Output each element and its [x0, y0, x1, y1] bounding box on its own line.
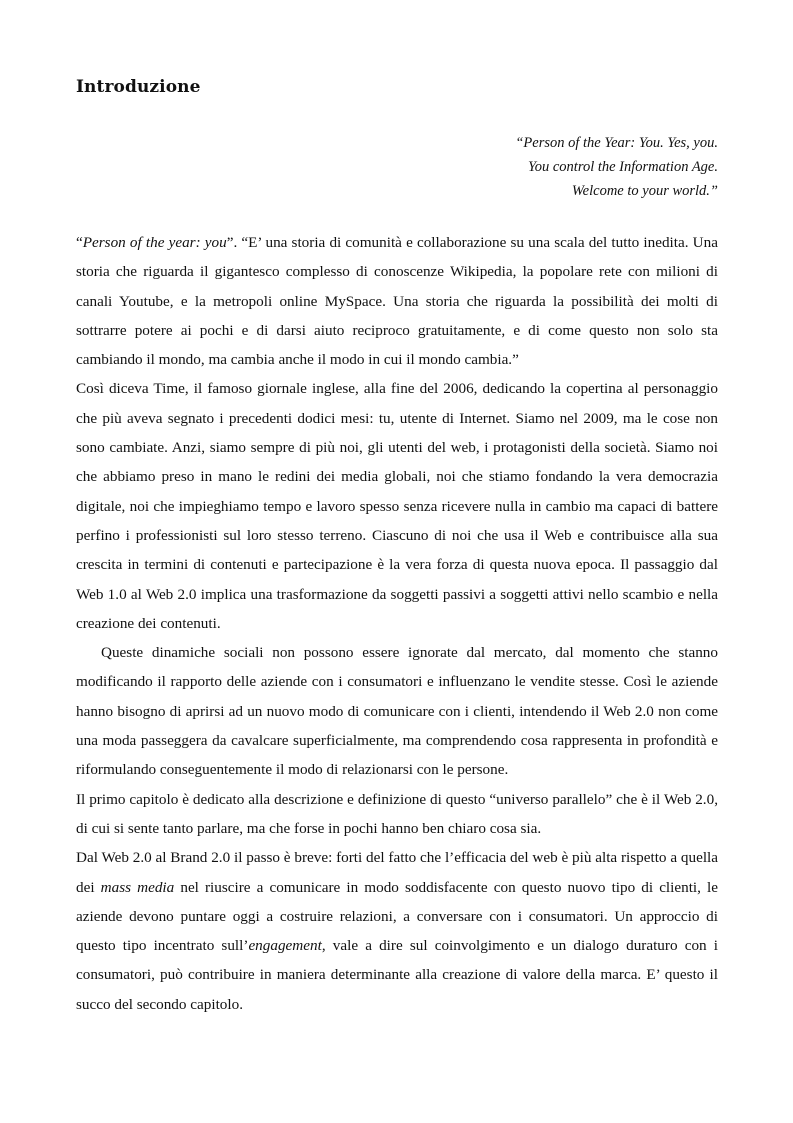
paragraph-second-chapter	[76, 843, 718, 1019]
text-run: ”. “E’ una storia di comunità e collaborazione su una scala del tutto inedita. Una storia che riguarda il gigantesco complesso di conoscenze Wikipedia, la popolare rete con milioni di canali Youtube, e la metropoli online MySpace. Una storia che riguarda la possibilità dei molti di sottrarre potere ai pochi e di darsi aiuto reciproco gratuitamente, e di come questo non solo sta cambiando il mondo, ma cambia anche il modo in cui il mondo cambia.”	[76, 234, 718, 369]
emphasis-text: engagement	[248, 937, 322, 955]
epigraph-line: You control the Information Age.	[528, 159, 718, 175]
text-run: “	[76, 234, 83, 251]
emphasis-text: mass media	[100, 878, 175, 896]
paragraph-time-commentary: Così diceva Time, il famoso giornale inglese, alla fine del 2006, dedicando la copertina al personaggio che più aveva segnato i precedenti dodici mesi: tu, utente di Internet. Siamo nel 2009, ma le cose non sono cambiate. Anzi, siamo sempre di più noi, gli utenti del web, i protagonisti della società. Siamo noi che abbiamo preso in mano le redini dei media globali, noi che stiamo fondando la vera democrazia digitale, noi che impieghiamo tempo e lavoro spesso senza ricevere nulla in cambio ma capaci di battere perfino i professionisti sul loro stesso terreno. Ciascuno di noi che usa il Web e contribuisce alla sua crescita in termini di contenuti e partecipazione è la vera forza di questa nuova epoca. Il passaggio dal Web 1.0 al Web 2.0 implica una trasformazione da soggetti passivi a soggetti attivi nello scambio e nella creazione dei contenuti.	[76, 380, 718, 632]
epigraph-quote	[300, 131, 718, 203]
body-text	[76, 228, 718, 1019]
paragraph-social-dynamics: Queste dinamiche sociali non possono essere ignorate dal mercato, dal momento che stanno modificando il rapporto delle aziende con i consumatori e influenzano le vendite stesse. Così le aziende hanno bisogno di aprirsi ad un nuovo modo di comunicare con i clienti, intendendo il Web 2.0 non come una moda passeggera da cavalcare superficialmente, ma comprendendo cosa rappresenta in profondità e riformulando conseguentemente il modo di relazionarsi con le persone.	[76, 644, 718, 779]
emphasis-text: Person of the year: you	[82, 234, 227, 251]
paragraph-time-quote	[76, 228, 718, 374]
epigraph-line: Welcome to your world.”	[571, 183, 718, 199]
paragraph-first-chapter: Il primo capitolo è dedicato alla descrizione e definizione di questo “universo parallelo” che è il Web 2.0, di cui si sente tanto parlare, ma che forse in pochi hanno ben chiaro cosa sia.	[76, 790, 718, 837]
text-run: nel riuscire a comunicare in modo soddisfacente con questo nuovo tipo di clienti, le aziende devono puntare oggi a costruire relazioni, a conversare con i consumatori. Un approccio di questo tipo incentrato sull’	[76, 878, 718, 955]
page-title: Introduzione	[76, 77, 201, 97]
text-run: Dal Web 2.0 al Brand 2.0 il passo è breve: forti del fatto che l’efficacia del web è più alta rispetto a quella dei	[76, 849, 718, 896]
epigraph-line: “Person of the Year: You. Yes, you.	[515, 135, 718, 151]
text-run: , vale a dire sul coinvolgimento e un dialogo duraturo con i consumatori, può contribuire in maniera determinante alla creazione di valore della marca. E’ questo il succo del secondo capitolo.	[76, 937, 718, 1013]
